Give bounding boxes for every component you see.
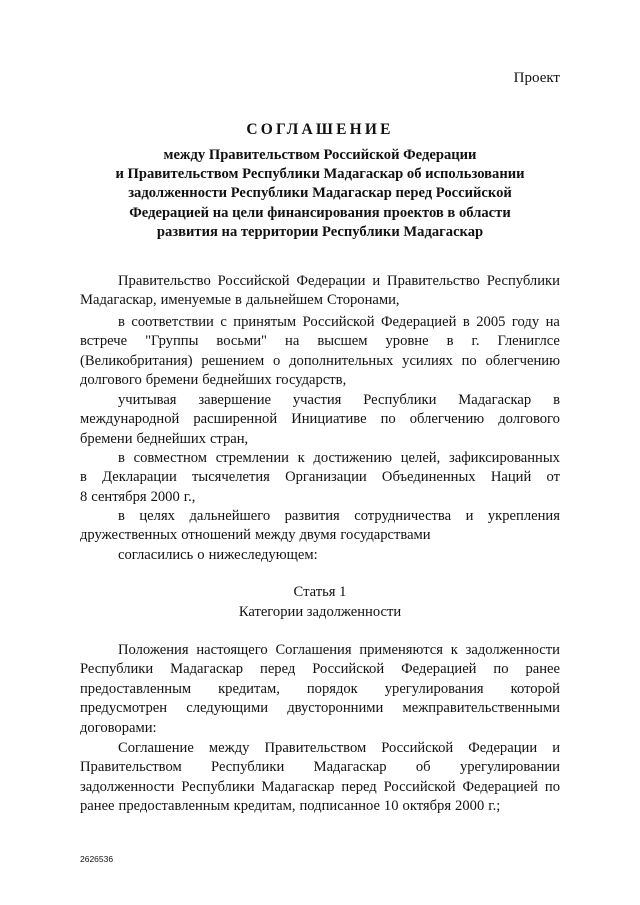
paragraph-line: Мадагаскар, именуемые в дальнейшем Сторонами, (80, 292, 400, 309)
document-subtitle (80, 146, 560, 242)
paragraph-line: долгового бремени беднейших государств, (80, 372, 347, 389)
paragraph-line: учитывая завершение участия Республики Мадагаскар в (118, 392, 560, 408)
article-number: Статья 1 (293, 584, 347, 600)
subtitle-line: Федерацией на цели финансирования проектов в области (129, 204, 511, 221)
paragraph-line: в целях дальнейшего развития сотрудничества и укрепления (118, 508, 560, 524)
subtitle-line: развития на территории Республики Мадагаскар (156, 223, 484, 240)
article-paragraph (80, 641, 560, 738)
preamble-paragraph (80, 507, 560, 546)
paragraph-line: ранее предоставленным кредитам, подписанное 10 октября 2000 г.; (80, 798, 501, 815)
paragraph-line: международной расширенной Инициативе по облегчению долгового (80, 411, 560, 428)
paragraph-line: Правительство Российской Федерации и Правительство Республики (118, 273, 560, 289)
preamble-paragraph (80, 272, 560, 311)
paragraph-line: (Великобритания) решением о дополнительных усилиях по облегчению (80, 352, 560, 369)
subtitle-line: между Правительством Российской Федерации (163, 147, 477, 163)
preamble-paragraph (80, 546, 560, 565)
subtitle-line: задолженности Республики Мадагаскар перед Российской (128, 185, 512, 202)
paragraph-line: бремени беднейших стран, (80, 430, 249, 447)
paragraph-line: встрече "Группы восьми" на высшем уровне в г. Глениглсе (80, 333, 560, 350)
paragraph-line: предусмотрен следующими двусторонними межправительственными (80, 700, 560, 717)
paragraph-line: в Декларации тысячелетия Организации Объединенных Наций от (80, 469, 560, 486)
paragraph-line: дружественных отношений между двумя государствами (80, 527, 431, 544)
paragraph-line: Республики Мадагаскар перед Российской Федерацией по ранее (80, 661, 560, 678)
paragraph-line: в соответствии с принятым Российской Федерацией в 2005 году на (118, 314, 560, 330)
preamble-paragraph (80, 449, 560, 507)
article-paragraph (80, 739, 560, 817)
subtitle-line: и Правительством Республики Мадагаскар об использовании (115, 166, 525, 183)
paragraph-line: Соглашение между Правительством Российской Федерации и (118, 740, 560, 756)
preamble-paragraph (80, 391, 560, 449)
document-title: СОГЛАШЕНИЕ (246, 121, 394, 138)
paragraph-line: Положения настоящего Соглашения применяются к задолженности (118, 642, 560, 658)
paragraph-line: Правительством Республики Мадагаскар об урегулировании (80, 759, 560, 776)
paragraph-line: договорами: (80, 719, 157, 736)
paragraph-line: задолженности Республики Мадагаскар перед Российской Федерацией по (80, 778, 560, 795)
paragraph-line: в совместном стремлении к достижению целей, зафиксированных (118, 450, 560, 466)
document-code: 2626536 (80, 854, 114, 864)
paragraph-line: предоставленным кредитам, порядок урегулирования которой (80, 680, 560, 697)
article-heading: Категории задолженности (238, 604, 402, 620)
paragraph-line: согласились о нижеследующем: (118, 547, 318, 563)
draft-label: Проект (513, 70, 560, 86)
preamble-paragraph (80, 313, 560, 391)
paragraph-line: 8 сентября 2000 г., (80, 488, 196, 505)
